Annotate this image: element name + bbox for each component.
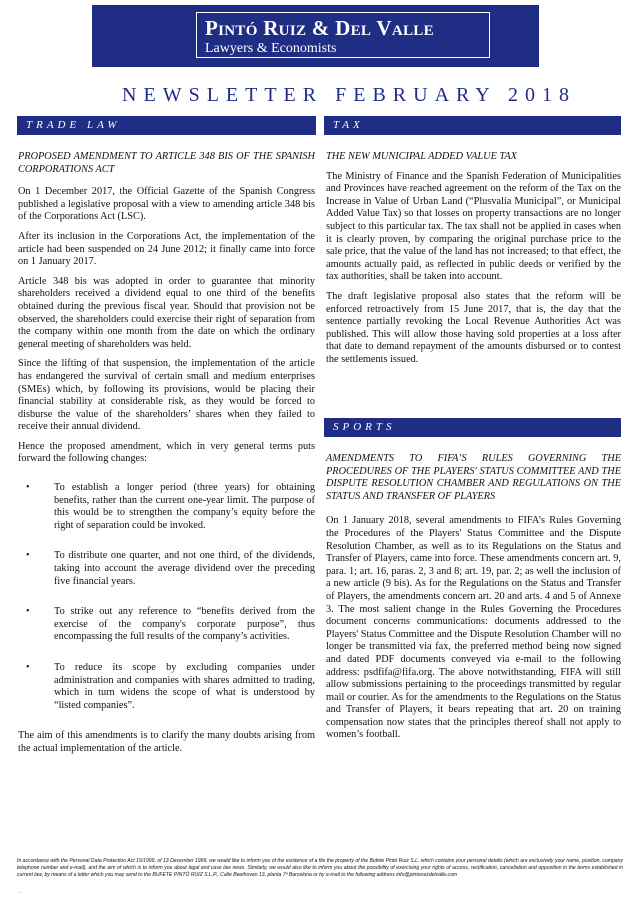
tax-article (326, 151, 621, 374)
tax-paragraph: The draft legislative proposal also states that the reform will be enforced retroactively from 15 June 2017, that is, the day that the sentence partially revoking the Local Revenue Authorities Act was published. This will allow those having sold properties at a loss after that date to demand repayment of the amounts disbursed or to contest the settlements issued. (326, 290, 621, 365)
trade-law-paragraph: Since the lifting of that suspension, the implementation of the article has endangered the survival of certain small and medium enterprises (SMEs) which, by following its provisions, would be placing their financial stability at considerable risk, as they would be forced to disburse the value of the shareholders’ shares when they failed to receive their annual dividend. (18, 358, 315, 433)
data-protection-notice: In accordance with the Personal Data Protection Act 15/1999, of 13 December 1999, we would like to inform you of the existence of a file the property of the Bufete Pintó Ruiz S.L. which contains your personal details (which are exclusively your name, position, company telephone number and e-mail), and the aim of which is to inform you about legal and case law news. Similarly, we would also like to inform you about the possibility of exercising your rights of access, rectification, cancellation and opposition in the terms established in current law, by means of a letter which you may send to the BUFETE PINTÓ RUIZ S.L.P., Calle Beethoven 13, planta 7ª Barcelona or by e-mail to the following address info@pintoruizdelvalle.com (17, 858, 623, 878)
trade-law-heading: PROPOSED AMENDMENT TO ARTICLE 348 BIS OF THE SPANISH CORPORATIONS ACT (18, 151, 315, 175)
section-bar-tax (324, 116, 621, 135)
bullet-icon: • (26, 482, 30, 494)
section-label-tax: TAX (333, 119, 364, 131)
list-item-text: To establish a longer period (three years) for obtaining benefits, rather than the current one-year limit. The purpose of this would be to strengthen the company’s equity before the right of separation could be invoked. (54, 482, 315, 531)
list-item (20, 550, 315, 588)
list-item-text: To strike out any reference to “benefits derived from the exercise of the company's corporate purpose”, thus encompassing the full results of the company’s activities. (54, 606, 315, 643)
sports-paragraph: On 1 January 2018, several amendments to FIFA’s Rules Governing the Procedures of the Players' Status Committee and the Dispute Resolution Chamber, as well as to its Regulations on the Status and Transfer of Players, came into force. These amendments concern art. 9, para. 1; art. 16, paras. 2, 3 and 8; art. 19, par. 2; as well the inclusion of a new article (9 bis). As for the Regulations on the Status and Transfer of Players, the amendments concern art. 20 and arts. 4 and 5 of Annexe 3. The most salient change in the Rules Governing the Procedures document concerns communications: documents addressed to the Players' Status Committee and the Dispute Resolution Chamber will no longer be transmitted via fax, the preferred method being now signed and dated PDF documents conveyed via e-mail to the following address: psdfifa@fifa.org. The above notwithstanding, FIFA will still allow submissions pertaining to the proceedings transmitted by regular mail or courier. As for the amendments to the Regulations on the Status and Transfer of Players, it bears repeating that art. 20 on training compensation now states that the principles thereof shall not apply to women’s football. (326, 515, 621, 741)
section-label-trade-law: TRADE LAW (26, 119, 121, 131)
bullet-icon: • (26, 662, 30, 673)
newsletter-title: NEWSLETTER FEBRUARY 2018 (122, 84, 576, 106)
trade-law-article (18, 151, 315, 763)
section-bar-trade-law (17, 116, 316, 135)
list-item (20, 662, 315, 712)
sports-article (326, 453, 621, 749)
firm-name: Pintó Ruiz & Del Valle (205, 16, 434, 40)
trade-law-paragraph: After its inclusion in the Corporations Act, the implementation of the article had been suspended on 24 June 2012; it finally came into force on 1 January 2017. (18, 230, 315, 268)
footer-dot: . (19, 889, 21, 895)
list-item-text: To reduce its scope by excluding companies under administration and companies with shares admitted to trading, which in turn widens the scope of what is understood by “listed companies”. (54, 662, 315, 711)
list-item (20, 482, 315, 532)
bullet-icon: • (26, 550, 30, 562)
trade-law-paragraph: On 1 December 2017, the Official Gazette of the Spanish Congress published a legislative proposal with a view to amending article 348 bis of the Corporations Act (LSC). (18, 186, 315, 223)
section-bar-sports (324, 418, 621, 437)
tax-heading: THE NEW MUNICIPAL ADDED VALUE TAX (326, 151, 517, 162)
list-item (20, 606, 315, 644)
trade-law-conclusion: The aim of this amendments is to clarify the many doubts arising from the actual implementation of the article. (18, 730, 315, 754)
amendment-changes-list (18, 482, 315, 712)
section-label-sports: SPORTS (333, 421, 396, 433)
trade-law-paragraph: Hence the proposed amendment, which in very general terms puts forward the following changes: (18, 440, 315, 465)
firm-subtitle: Lawyers & Economists (205, 41, 337, 56)
bullet-icon: • (26, 606, 30, 618)
list-item-text: To distribute one quarter, and not one third, of the dividends, taking into account the average dividend over the preceding five financial years. (54, 550, 315, 587)
sports-heading: AMENDMENTS TO FIFA’S RULES GOVERNING THE PROCEDURES OF THE PLAYERS' STATUS COMMITTEE AND THE DISPUTE RESOLUTION CHAMBER AND REGULATIONS ON THE STATUS AND TRANSFER OF PLAYERS (326, 453, 621, 502)
tax-paragraph: The Ministry of Finance and the Spanish Federation of Municipalities and Provinces have reached agreement on the reform of the Tax on the Increase in Value of Urban Land (“Plusvalía Municipal”, or Municipal Added Value Tax) so that losses on property transactions are no longer subject to this particular tax. The tax shall not be applied in cases when it is clearly proven, by comparing the original purchase price to the sale price, that the value of the land has not increased; to that effect, the amounts actually paid, as reflected in public deeds or verified by the tax authorities, shall be taken into account. (326, 170, 621, 283)
trade-law-paragraph: Article 348 bis was adopted in order to guarantee that minority shareholders received a dividend equal to one third of the benefits obtained during the previous fiscal year. Should that provision not be observed, the shareholders could exercise their right of separation from the company within one month from the date on which the ordinary general meeting of shareholders was held. (18, 275, 315, 350)
